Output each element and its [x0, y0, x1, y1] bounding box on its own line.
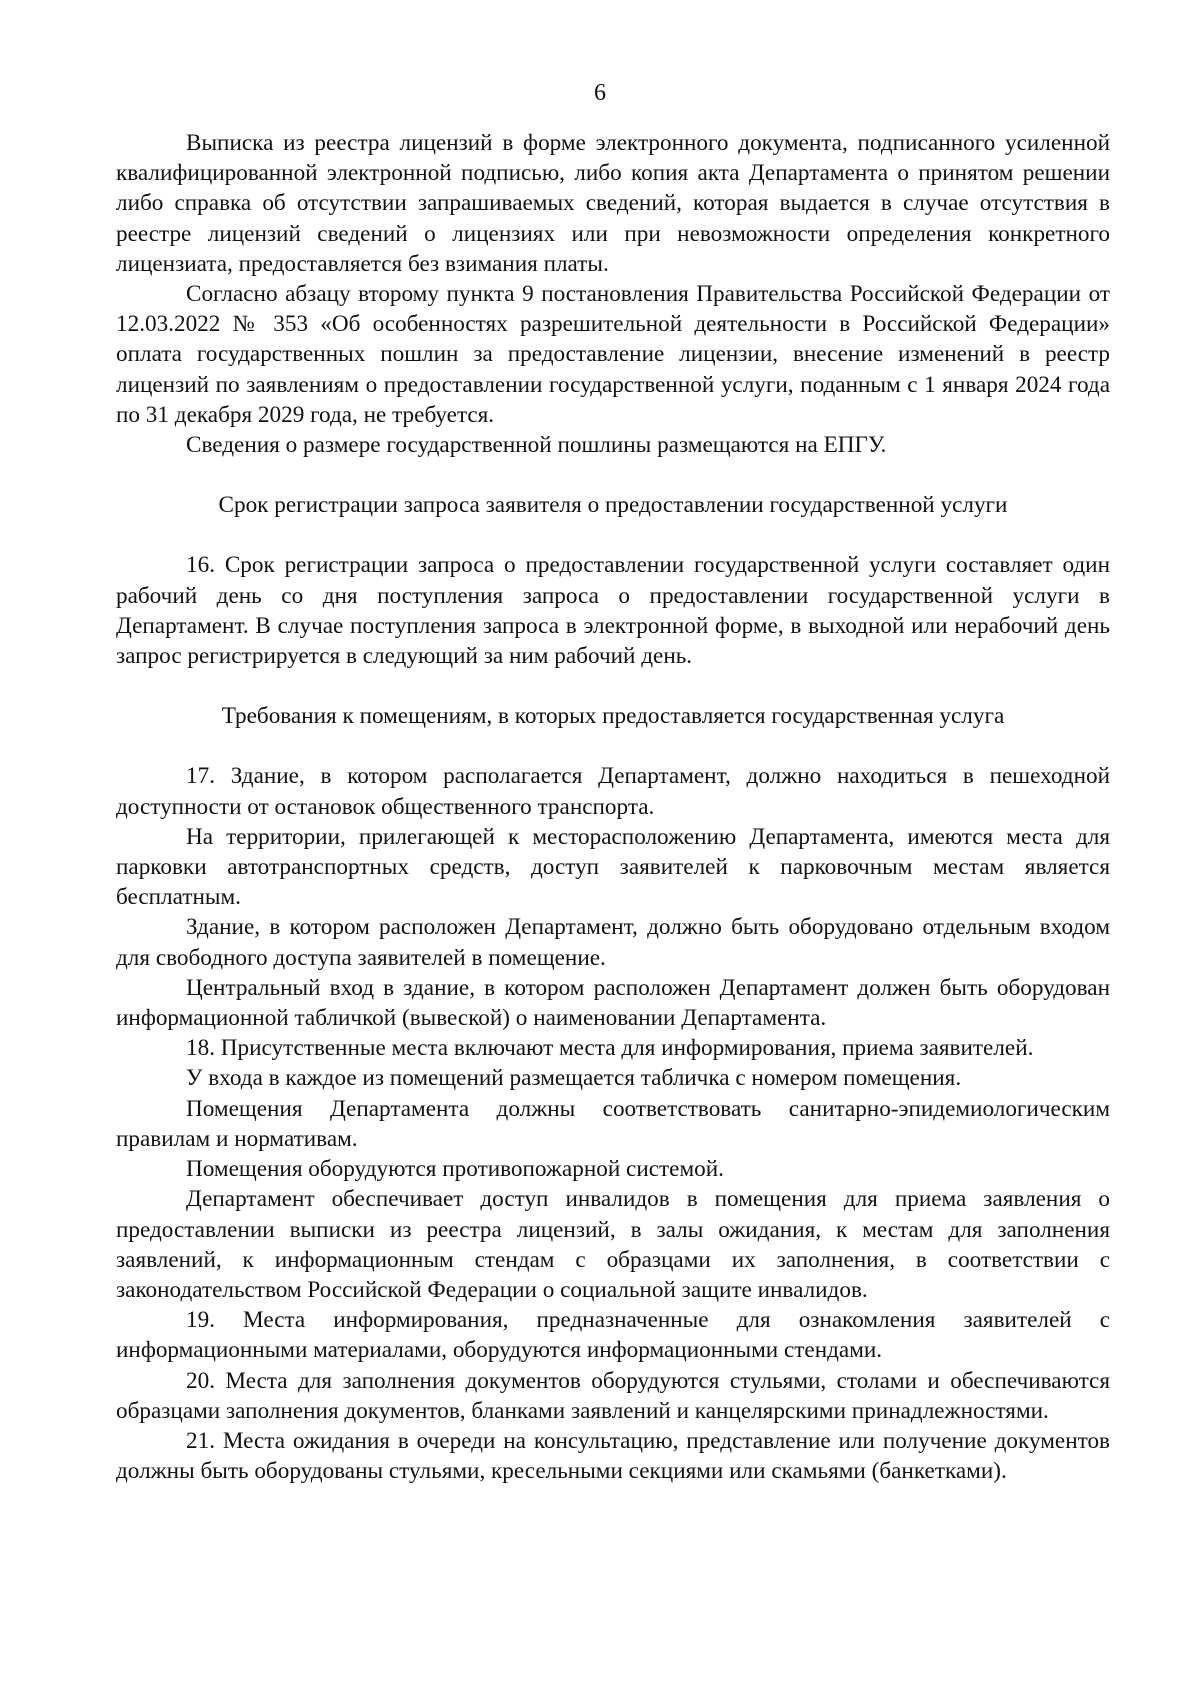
- spacer: [116, 520, 1110, 550]
- paragraph: Центральный вход в здание, в котором расположен Департамент должен быть оборудован информационной табличкой (вывеской) о наименовании Департамента.: [116, 974, 1110, 1032]
- spacer: [116, 460, 1110, 490]
- paragraph: Согласно абзацу второму пункта 9 постановления Правительства Российской Федерации от 12.03.2022 № 353 «Об особенностях разрешительной деятельности в Российской Федерации» оплата государственных пошлин за предоставление лицензии, внесение изменений в реестр лицензий по заявлениям о предоставлении государственной услуги, поданным с 1 января 2024 года по 31 декабря 2029 года, не требуется.: [116, 281, 1110, 428]
- paragraph: У входа в каждое из помещений размещается табличка с номером помещения.: [186, 1065, 962, 1092]
- paragraph: Помещения оборудуются противопожарной системой.: [186, 1156, 724, 1183]
- paragraph: 21. Места ожидания в очереди на консультацию, представление или получение документов должны быть оборудованы стульями, кресельными секциями или скамьями (банкетками).: [116, 1427, 1110, 1485]
- paragraph: 20. Места для заполнения документов оборудуются стульями, столами и обеспечиваются образцами заполнения документов, бланками заявлений и канцелярскими принадлежностями.: [116, 1367, 1110, 1424]
- paragraph: Здание, в котором расположен Департамент, должно быть оборудовано отдельным входом для свободного доступа заявителей в помещение.: [116, 914, 1110, 971]
- paragraph: Помещения Департамента должны соответствовать санитарно-эпидемиологическим правилам и нормативам.: [116, 1095, 1110, 1152]
- paragraph: Департамент обеспечивает доступ инвалидов в помещения для приема заявления о предоставлении выписки из реестра лицензий, в залы ожидания, к местам для заполнения заявлений, к информационным стендам с образцами их заполнения, в соответствии с законодательством Российской Федерации о социальной защите инвалидов.: [116, 1186, 1110, 1303]
- paragraph: 16. Срок регистрации запроса о предоставлении государственной услуги составляет один рабочий день со дня поступления запроса о предоставлении государственной услуги в Департамент. В случае поступления запроса в электронной форме, в выходной или нерабочий день запрос регистрируется в следующий за ним рабочий день.: [116, 552, 1110, 670]
- section-heading-registration: Срок регистрации запроса заявителя о предоставлении государственной услуги: [218, 492, 1008, 519]
- page-number: 6: [594, 80, 606, 106]
- paragraph: Сведения о размере государственной пошлины размещаются на ЕПГУ.: [186, 432, 887, 459]
- spacer: [116, 731, 1110, 761]
- paragraph: 17. Здание, в котором располагается Департамент, должно находиться в пешеходной доступности от остановок общественного транспорта.: [116, 763, 1110, 820]
- document-body: [116, 128, 1110, 1486]
- section-heading-premises: Требования к помещениям, в которых предоставляется государственная услуга: [221, 703, 1005, 730]
- paragraph: 18. Присутственные места включают места для информирования, приема заявителей.: [186, 1035, 1034, 1062]
- spacer: [116, 671, 1110, 701]
- paragraph: Выписка из реестра лицензий в форме электронного документа, подписанного усиленной квалифицированной электронной подписью, либо копия акта Департамента о принятом решении либо справка об отсутствии запрашиваемых сведений, которая выдается в случае отсутствия в реестре лицензий сведений о лицензиях или при невозможности определения конкретного лицензиата, предоставляется без взимания платы.: [116, 130, 1110, 277]
- paragraph: На территории, прилегающей к месторасположению Департамента, имеются места для парковки автотранспортных средств, доступ заявителей к парковочным местам является бесплатным.: [116, 823, 1110, 911]
- paragraph: 19. Места информирования, предназначенные для ознакомления заявителей с информационными материалами, оборудуются информационными стендами.: [116, 1307, 1110, 1364]
